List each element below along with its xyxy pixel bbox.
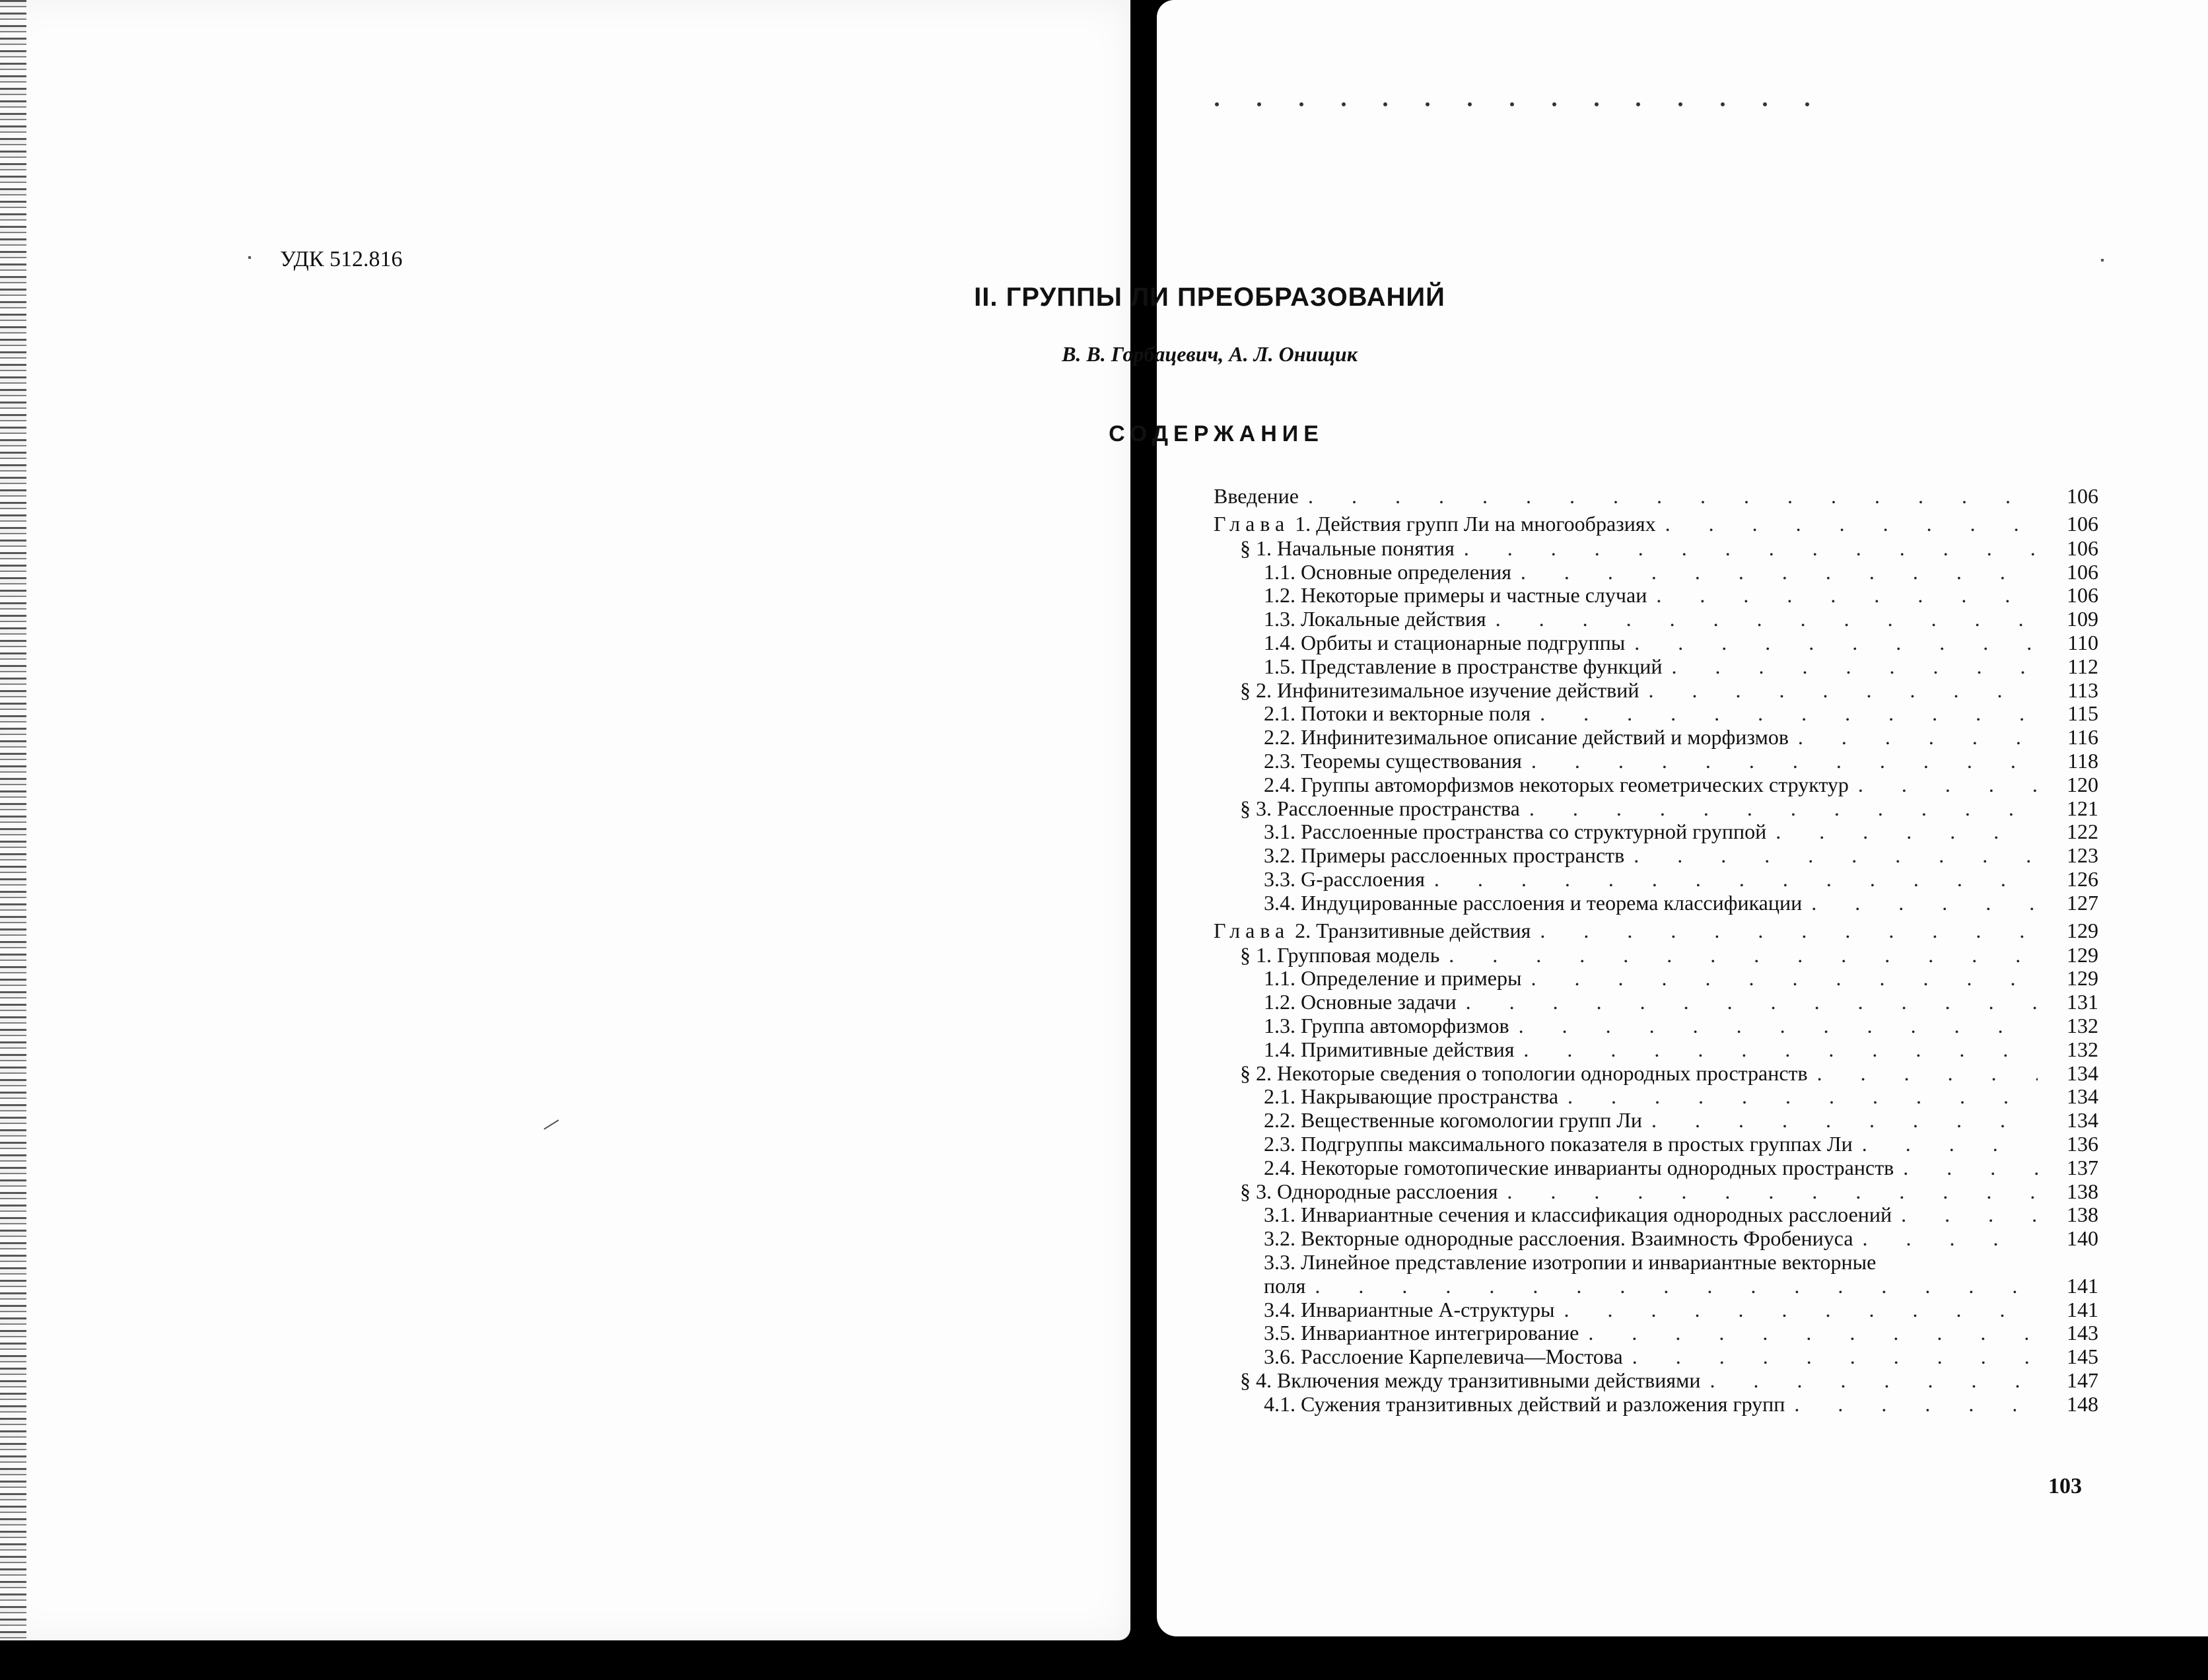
toc-entry-text: 2.4. Некоторые гомотопические инварианты однородных пространств: [1264, 1155, 1894, 1179]
toc-page-number: 106: [2067, 559, 2098, 584]
toc-entry-text: 3.3. G-расслоения: [1264, 866, 1425, 891]
toc-chapter-row: [1214, 508, 2098, 537]
toc-sub-row: [1214, 584, 2098, 608]
dot-leader: [1776, 820, 2038, 844]
dot-leader: [1656, 584, 2038, 608]
toc-page-number: 106: [2067, 583, 2098, 608]
toc-sub-row: [1214, 726, 2098, 750]
toc-entry-label: [1214, 750, 1522, 773]
toc-entry-label: [1214, 1393, 1785, 1417]
toc-page-number: 140: [2067, 1226, 2098, 1251]
dot-leader: [1672, 655, 2038, 679]
toc-page-number: 129: [2067, 942, 2098, 967]
toc-page-number: 122: [2067, 820, 2098, 844]
toc-page-number: 131: [2067, 990, 2098, 1014]
toc-page-number: 141: [2067, 1273, 2098, 1298]
toc-sub-row: [1214, 1014, 2098, 1038]
dot-leader: [1464, 537, 2038, 561]
toc-page-number: 106: [2067, 511, 2098, 536]
toc-entry-text: 4.1. Сужения транзитивных действий и разложения групп: [1264, 1391, 1785, 1416]
toc-sub-row: [1214, 631, 2098, 655]
toc-page-number: 129: [2067, 918, 2098, 942]
toc-entry-text: 2.1. Потоки и векторные поля: [1264, 701, 1531, 726]
toc-entry-label: [1214, 726, 1789, 750]
toc-entry-label: [1214, 892, 1802, 915]
toc-entry-label: [1214, 508, 1656, 539]
chapter-prefix: Глава: [1214, 918, 1290, 942]
toc-chapter-row: [1214, 915, 2098, 944]
toc-entry-text: 1.3. Группа автоморфизмов: [1264, 1013, 1509, 1037]
toc-page-number: 141: [2067, 1297, 2098, 1321]
dot-leader: [1308, 485, 2038, 508]
toc-entry-label: [1214, 608, 1486, 631]
dot-leader: [1540, 915, 2038, 946]
toc-entry-text: 3.2. Примеры расслоенных пространств: [1264, 843, 1625, 868]
toc-heading: СОДЕРЖАНИЕ: [1109, 421, 1324, 446]
toc-entry-label: [1214, 485, 1299, 508]
toc-sub-row: [1214, 1345, 2098, 1369]
toc-sub-row: [1214, 1038, 2098, 1062]
toc-entry-text: поля: [1264, 1273, 1306, 1298]
toc-entry-label: [1214, 1251, 1876, 1275]
toc-entry-text: 1.2. Основные задачи: [1264, 990, 1457, 1014]
toc-page-number: 132: [2067, 1013, 2098, 1037]
toc-entry-label: [1214, 631, 1625, 655]
dot-leader: [1798, 726, 2038, 750]
toc-page-number: 113: [2067, 678, 2098, 702]
toc-page-number: 126: [2067, 866, 2098, 891]
toc-page-number: 121: [2067, 796, 2098, 820]
toc-section-row: [1214, 537, 2098, 561]
toc-sub-row: [1214, 750, 2098, 773]
toc-entry-label: [1214, 1014, 1509, 1038]
toc-entry-label: [1214, 1345, 1623, 1369]
toc-entry-text: 1.5. Представление в пространстве функций: [1264, 654, 1663, 678]
toc-page-number: 138: [2067, 1203, 2098, 1227]
scan-speck: [2101, 259, 2104, 262]
toc-entry-text: 3.1. Расслоенные пространства со структурной группой: [1264, 820, 1767, 844]
toc-entry-text: 3.3. Линейное представление изотропии и инвариантные векторные: [1264, 1249, 1877, 1274]
toc-entry-label: [1214, 1275, 1305, 1298]
dot-leader: [1507, 1180, 2038, 1204]
chapter-title: II. ГРУППЫ ЛИ ПРЕОБРАЗОВАНИЙ: [974, 283, 1445, 312]
toc-entry-text: § 4. Включения между транзитивными действиями: [1240, 1368, 1701, 1392]
toc-sub-row: [1214, 1109, 2098, 1133]
toc-entry-text: 1. Действия групп Ли на многообразиях: [1295, 511, 1656, 536]
dot-leader: [1588, 1321, 2038, 1345]
toc-entry-text: § 2. Инфинитезимальное изучение действий: [1240, 678, 1639, 702]
toc-sub-row: [1214, 1393, 2098, 1417]
dot-leader: [1564, 1298, 2038, 1322]
toc-page-number: 138: [2067, 1179, 2098, 1203]
toc-entry-label: [1214, 1369, 1700, 1393]
left-page-blank: [0, 0, 1130, 1640]
dot-leader: [1858, 773, 2038, 797]
toc-entry-text: 3.2. Векторные однородные расслоения. Взаимность Фробениуса: [1264, 1226, 1853, 1251]
toc-entry-text: 1.1. Определение и примеры: [1264, 966, 1522, 991]
dot-leader: [1634, 631, 2038, 655]
toc-page-number: 112: [2067, 654, 2098, 678]
dot-leader: [1634, 844, 2038, 868]
toc-entry-text: 2.1. Накрывающие пространства: [1264, 1084, 1559, 1109]
toc-page-number: 147: [2067, 1368, 2098, 1392]
toc-entry-text: § 3. Однородные расслоения: [1240, 1179, 1498, 1203]
toc-entry-label: [1214, 820, 1766, 844]
toc-entry-text: 2.2. Вещественные когомологии групп Ли: [1264, 1108, 1643, 1133]
toc-entry-text: § 3. Расслоенные пространства: [1240, 796, 1520, 820]
table-of-contents: [1214, 485, 2098, 1416]
toc-section-row: [1214, 1180, 2098, 1204]
toc-entry-label: [1214, 1321, 1579, 1345]
toc-sub-row: [1214, 773, 2098, 797]
toc-cont-row: [1214, 1275, 2098, 1298]
toc-entry-text: 1.4. Примитивные действия: [1264, 1037, 1515, 1061]
toc-sub-row: [1214, 561, 2098, 584]
dot-leader: [1903, 1156, 2038, 1180]
toc-entry-label: [1214, 702, 1531, 726]
book-gutter: [1130, 0, 1157, 1680]
toc-entry-text: 2. Транзитивные действия: [1295, 918, 1531, 942]
top-dotted-rule: [1215, 91, 1809, 118]
dot-leader: [1863, 1227, 2038, 1251]
toc-entry-text: 3.4. Инвариантные A-структуры: [1264, 1297, 1555, 1321]
dot-leader: [1496, 608, 2038, 631]
dot-leader: [1449, 944, 2038, 967]
left-page-edge: [0, 0, 26, 1640]
toc-entry-label: [1214, 1180, 1498, 1204]
toc-entry-text: 1.1. Основные определения: [1264, 559, 1511, 584]
dot-leader: [1531, 967, 2038, 991]
toc-page-number: 127: [2067, 890, 2098, 915]
toc-entry-label: [1214, 1062, 1808, 1086]
toc-entry-label: [1214, 1298, 1555, 1322]
toc-entry-label: [1214, 1203, 1892, 1227]
toc-sub-row: [1214, 702, 2098, 726]
toc-entry-label: [1214, 1109, 1642, 1133]
scan-bottom-border: [0, 1640, 2208, 1680]
toc-sub-row: [1214, 1133, 2098, 1156]
toc-page-number: 134: [2067, 1061, 2098, 1085]
toc-entry-text: 1.3. Локальные действия: [1264, 607, 1486, 631]
dot-leader: [1817, 1062, 2038, 1086]
toc-entry-label: [1214, 967, 1521, 991]
toc-entry-text: 2.2. Инфинитезимальное описание действий и морфизмов: [1264, 725, 1789, 750]
toc-entry-label: [1214, 561, 1511, 584]
toc-sub-row: [1214, 1251, 2098, 1275]
dot-leader: [1632, 1345, 2038, 1369]
toc-entry-text: Введение: [1214, 484, 1299, 508]
toc-entry-label: [1214, 844, 1624, 868]
toc-sub-row: [1214, 820, 2098, 844]
toc-entry-text: 1.4. Орбиты и стационарные подгруппы: [1264, 630, 1626, 654]
toc-entry-label: [1214, 944, 1439, 967]
toc-page-number: 106: [2067, 536, 2098, 560]
toc-sub-row: [1214, 1156, 2098, 1180]
toc-entry-text: 1.2. Некоторые примеры и частные случаи: [1264, 583, 1647, 608]
toc-entry-label: [1214, 773, 1849, 797]
dot-leader: [1811, 892, 2038, 915]
toc-page-number: 145: [2067, 1345, 2098, 1369]
toc-entry-text: § 1. Начальные понятия: [1240, 536, 1455, 560]
toc-intro-row: [1214, 485, 2098, 508]
dot-leader: [1523, 1038, 2038, 1062]
dot-leader: [1862, 1133, 2038, 1156]
toc-sub-row: [1214, 1203, 2098, 1227]
dot-leader: [1521, 561, 2038, 584]
toc-sub-row: [1214, 608, 2098, 631]
toc-page-number: 109: [2067, 607, 2098, 631]
toc-entry-label: [1214, 537, 1455, 561]
authors-line: В. В. Горбацевич, А. Л. Онищик: [1062, 342, 1358, 366]
toc-page-number: 123: [2067, 843, 2098, 868]
dot-leader: [1651, 1109, 2038, 1133]
toc-page-number: 134: [2067, 1108, 2098, 1133]
toc-page-number: 115: [2067, 701, 2098, 726]
toc-entry-text: § 1. Групповая модель: [1240, 942, 1440, 967]
toc-sub-row: [1214, 892, 2098, 915]
toc-entry-label: [1214, 1156, 1894, 1180]
toc-entry-label: [1214, 1085, 1558, 1109]
toc-entry-label: [1214, 679, 1639, 703]
chapter-prefix: Глава: [1214, 511, 1290, 536]
dot-leader: [1901, 1203, 2038, 1227]
toc-sub-row: [1214, 1298, 2098, 1322]
toc-page-number: 116: [2067, 725, 2098, 750]
dot-leader: [1466, 991, 2038, 1014]
toc-page-number: 136: [2067, 1131, 2098, 1156]
scan-speck: [248, 256, 251, 259]
toc-entry-label: [1214, 915, 1531, 946]
dot-leader: [1794, 1393, 2038, 1417]
toc-sub-row: [1214, 967, 2098, 991]
toc-entry-label: [1214, 584, 1647, 608]
toc-entry-label: [1214, 797, 1520, 821]
toc-sub-row: [1214, 844, 2098, 868]
toc-entry-text: 3.5. Инвариантное интегрирование: [1264, 1321, 1579, 1345]
toc-section-row: [1214, 797, 2098, 821]
toc-sub-row: [1214, 991, 2098, 1014]
toc-sub-row: [1214, 868, 2098, 892]
dot-leader: [1540, 702, 2038, 726]
toc-entry-text: 2.3. Подгруппы максимального показателя в простых группах Ли: [1264, 1131, 1853, 1156]
toc-entry-label: [1214, 1227, 1853, 1251]
toc-entry-text: 2.4. Группы автоморфизмов некоторых геометрических структур: [1264, 772, 1849, 796]
dot-leader: [1434, 868, 2038, 892]
toc-page-number: 148: [2067, 1391, 2098, 1416]
toc-sub-row: [1214, 655, 2098, 679]
toc-page-number: 120: [2067, 772, 2098, 796]
toc-entry-text: 3.1. Инвариантные сечения и классификация однородных расслоений: [1264, 1203, 1892, 1227]
toc-section-row: [1214, 944, 2098, 967]
toc-page-number: 134: [2067, 1084, 2098, 1109]
dot-leader: [1709, 1369, 2038, 1393]
toc-entry-text: 3.6. Расслоение Карпелевича—Мостова: [1264, 1345, 1623, 1369]
toc-entry-text: 2.3. Теоремы существования: [1264, 748, 1522, 773]
toc-entry-text: 3.4. Индуцированные расслоения и теорема классификации: [1264, 890, 1803, 915]
toc-entry-label: [1214, 655, 1663, 679]
toc-page-number: 129: [2067, 966, 2098, 991]
toc-page-number: 143: [2067, 1321, 2098, 1345]
toc-entry-label: [1214, 1133, 1853, 1156]
toc-entry-label: [1214, 1038, 1514, 1062]
dot-leader: [1531, 750, 2038, 773]
udk-code: УДК 512.816: [280, 247, 403, 271]
toc-page-number: 118: [2067, 748, 2098, 773]
toc-page-number: 110: [2067, 630, 2098, 654]
toc-sub-row: [1214, 1085, 2098, 1109]
toc-section-row: [1214, 679, 2098, 703]
dot-leader: [1519, 1014, 2038, 1038]
dot-leader: [1665, 508, 2038, 539]
dot-leader: [1568, 1085, 2038, 1109]
page-number: 103: [2048, 1474, 2082, 1498]
toc-page-number: 137: [2067, 1155, 2098, 1179]
toc-sub-row: [1214, 1321, 2098, 1345]
dot-leader: [1529, 797, 2038, 821]
toc-entry-label: [1214, 991, 1457, 1014]
toc-page-number: 132: [2067, 1037, 2098, 1061]
toc-sub-row: [1214, 1227, 2098, 1251]
toc-entry-text: § 2. Некоторые сведения о топологии однородных пространств: [1240, 1061, 1808, 1085]
dot-leader: [1315, 1275, 2038, 1298]
toc-section-row: [1214, 1369, 2098, 1393]
toc-section-row: [1214, 1062, 2098, 1086]
toc-entry-label: [1214, 868, 1425, 892]
toc-page-number: 106: [2067, 484, 2098, 508]
dot-leader: [1648, 679, 2038, 703]
